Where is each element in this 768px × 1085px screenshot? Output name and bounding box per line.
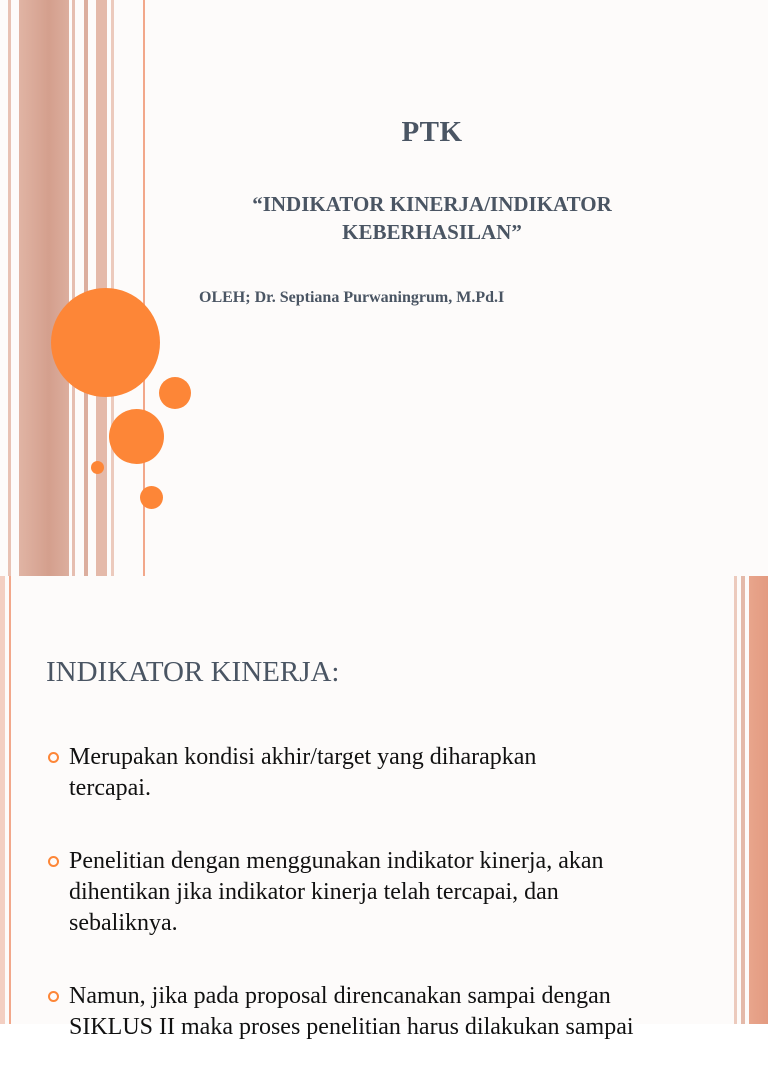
author-line: OLEH; Dr. Septiana Purwaningrum, M.Pd.I bbox=[199, 289, 505, 306]
bullet-text-line: dihentikan jika indikator kinerja telah tercapai, dan bbox=[69, 879, 559, 905]
bullet-text-line: Penelitian dengan menggunakan indikator kinerja, akan bbox=[69, 848, 604, 874]
bullet-circle-icon bbox=[48, 856, 59, 867]
decorative-circle bbox=[140, 486, 163, 509]
slide-title: PTK bbox=[401, 116, 463, 148]
subtitle-line: KEBERHASILAN” bbox=[342, 220, 522, 244]
bullet-text-line: SIKLUS II maka proses penelitian harus dilakukan sampai bbox=[69, 1014, 634, 1040]
decorative-stripe bbox=[72, 0, 75, 576]
slide-heading: INDIKATOR KINERJA: bbox=[46, 656, 340, 688]
bullet-text-line: Merupakan kondisi akhir/target yang diharapkan bbox=[69, 744, 537, 770]
subtitle-line: “INDIKATOR KINERJA/INDIKATOR bbox=[252, 192, 612, 216]
bullet-circle-icon bbox=[48, 752, 59, 763]
decorative-stripe bbox=[19, 0, 69, 576]
list-item bbox=[46, 846, 666, 939]
decorative-stripe bbox=[0, 576, 5, 1024]
bullet-list bbox=[46, 742, 666, 1085]
bullet-text-line: sebaliknya. bbox=[69, 910, 178, 936]
content-slide bbox=[0, 576, 768, 1040]
bullet-text-line: Namun, jika pada proposal direncanakan sampai dengan bbox=[69, 983, 611, 1009]
list-item bbox=[46, 742, 666, 804]
decorative-stripe bbox=[9, 576, 11, 1024]
decorative-circle bbox=[159, 377, 191, 409]
decorative-circle bbox=[51, 288, 160, 397]
decorative-stripe bbox=[84, 0, 88, 576]
decorative-stripe bbox=[8, 0, 11, 576]
decorative-stripe bbox=[734, 576, 737, 1024]
list-item bbox=[46, 981, 666, 1043]
decorative-stripe bbox=[749, 576, 768, 1024]
bullet-circle-icon bbox=[48, 991, 59, 1002]
slide-subtitle bbox=[200, 190, 664, 246]
decorative-circle bbox=[91, 461, 104, 474]
bullet-text-line: tercapai. bbox=[69, 775, 151, 801]
decorative-circle bbox=[109, 409, 164, 464]
decorative-stripe bbox=[741, 576, 745, 1024]
